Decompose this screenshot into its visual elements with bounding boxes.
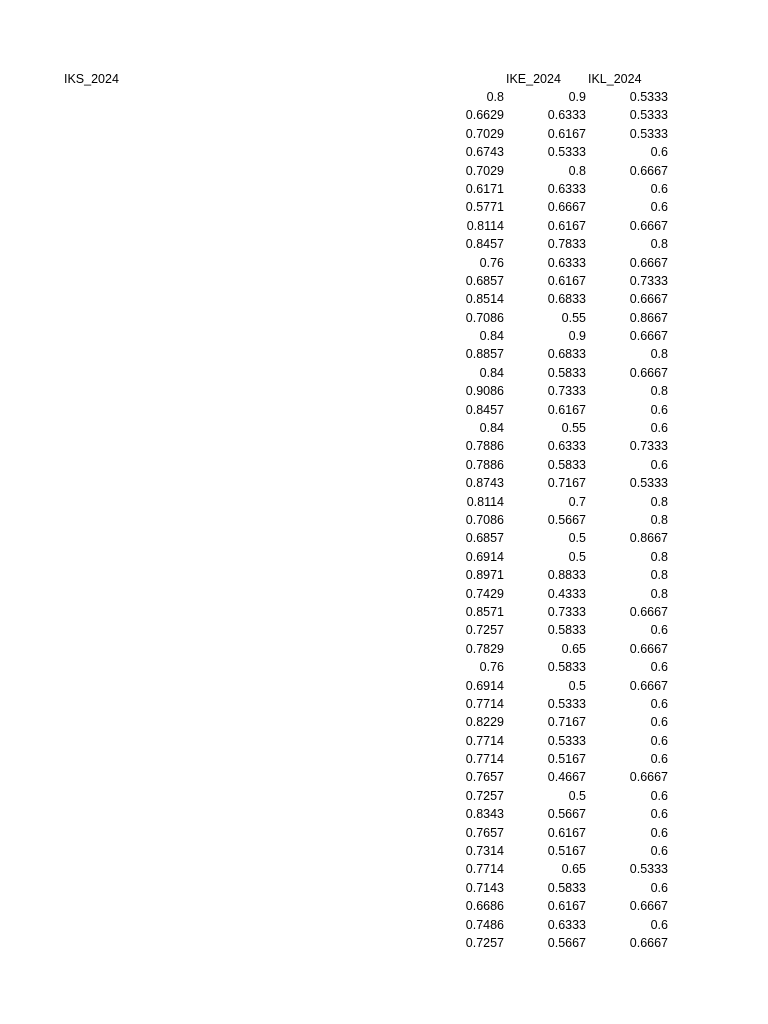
cell-ikl[interactable]: 0.6667	[629, 604, 668, 619]
table-row	[440, 585, 670, 603]
table-row	[440, 217, 670, 235]
cell-ikl[interactable]: 0.6	[650, 880, 668, 895]
cell-ikl[interactable]: 0.6667	[629, 678, 668, 693]
column-header-iks[interactable]: IKS_2024	[64, 72, 119, 86]
table-row	[440, 364, 670, 382]
cell-iks[interactable]: 0.7086	[465, 310, 504, 325]
cell-iks[interactable]: 0.7429	[465, 586, 504, 601]
cell-iks[interactable]: 0.8857	[465, 347, 504, 362]
cell-ikl[interactable]: 0.8667	[629, 531, 668, 546]
cell-iks[interactable]: 0.7714	[465, 752, 504, 767]
cell-iks[interactable]: 0.7829	[465, 641, 504, 656]
cell-ikl[interactable]: 0.8	[650, 494, 668, 509]
table-row	[440, 180, 670, 198]
cell-ikl[interactable]: 0.8	[650, 549, 668, 564]
cell-iks[interactable]: 0.8571	[465, 604, 504, 619]
cell-ikl[interactable]: 0.6	[650, 917, 668, 932]
cell-ike[interactable]: 0.5833	[547, 880, 586, 895]
table-row	[440, 621, 670, 639]
cell-ike[interactable]: 0.5833	[547, 623, 586, 638]
cell-ike[interactable]: 0.4333	[547, 586, 586, 601]
table-row	[440, 824, 670, 842]
table-row	[440, 713, 670, 731]
cell-ike[interactable]: 0.5	[568, 678, 586, 693]
table-row	[440, 879, 670, 897]
cell-ikl[interactable]: 0.6667	[629, 641, 668, 656]
cell-iks[interactable]: 0.7486	[465, 917, 504, 932]
cell-iks[interactable]: 0.7143	[465, 880, 504, 895]
cell-iks[interactable]: 0.7086	[465, 512, 504, 527]
cell-iks[interactable]: 0.6857	[465, 531, 504, 546]
table-row	[440, 529, 670, 547]
cell-ikl[interactable]: 0.6	[650, 807, 668, 822]
table-row	[440, 345, 670, 363]
cell-ike[interactable]: 0.5667	[547, 807, 586, 822]
cell-ike[interactable]: 0.5333	[547, 696, 586, 711]
cell-ikl[interactable]: 0.8	[650, 237, 668, 252]
column-header-ikl[interactable]: IKL_2024	[588, 72, 642, 86]
cell-ike[interactable]: 0.7167	[547, 715, 586, 730]
cell-ike[interactable]: 0.5667	[547, 935, 586, 950]
cell-iks[interactable]: 0.7714	[465, 862, 504, 877]
cell-ikl[interactable]: 0.6	[650, 457, 668, 472]
cell-iks[interactable]: 0.6857	[465, 273, 504, 288]
cell-iks[interactable]: 0.76	[479, 255, 504, 270]
cell-iks[interactable]: 0.7257	[465, 623, 504, 638]
cell-ike[interactable]: 0.5167	[547, 844, 586, 859]
cell-iks[interactable]: 0.8229	[465, 715, 504, 730]
cell-ikl[interactable]: 0.6	[650, 715, 668, 730]
cell-ike[interactable]: 0.7333	[547, 604, 586, 619]
cell-ikl[interactable]: 0.6	[650, 733, 668, 748]
cell-ikl[interactable]: 0.6667	[629, 365, 668, 380]
cell-iks[interactable]: 0.9086	[465, 384, 504, 399]
cell-ikl[interactable]: 0.7333	[629, 439, 668, 454]
table-row	[440, 419, 670, 437]
cell-ike[interactable]: 0.6667	[547, 200, 586, 215]
cell-ike[interactable]: 0.5667	[547, 512, 586, 527]
cell-ike[interactable]: 0.5333	[547, 733, 586, 748]
cell-ike[interactable]: 0.6833	[547, 347, 586, 362]
cell-ike[interactable]: 0.7333	[547, 384, 586, 399]
table-row	[440, 309, 670, 327]
cell-iks[interactable]: 0.7029	[465, 126, 504, 141]
cell-iks[interactable]: 0.7257	[465, 788, 504, 803]
cell-iks[interactable]: 0.8743	[465, 476, 504, 491]
cell-iks[interactable]: 0.8514	[465, 292, 504, 307]
cell-iks[interactable]: 0.7657	[465, 825, 504, 840]
cell-iks[interactable]: 0.7886	[465, 457, 504, 472]
cell-iks[interactable]: 0.6686	[465, 899, 504, 914]
table-row	[440, 603, 670, 621]
table-row	[440, 290, 670, 308]
table-row	[440, 493, 670, 511]
cell-iks[interactable]: 0.7657	[465, 770, 504, 785]
cell-ikl[interactable]: 0.6667	[629, 163, 668, 178]
data-table	[440, 88, 670, 952]
table-row	[440, 198, 670, 216]
cell-ikl[interactable]: 0.6667	[629, 770, 668, 785]
cell-ike[interactable]: 0.5833	[547, 457, 586, 472]
table-row	[440, 272, 670, 290]
cell-ike[interactable]: 0.7833	[547, 237, 586, 252]
cell-ikl[interactable]: 0.8	[650, 586, 668, 601]
cell-ikl[interactable]: 0.6	[650, 752, 668, 767]
cell-ikl[interactable]: 0.6667	[629, 255, 668, 270]
table-row	[440, 640, 670, 658]
table-row	[440, 327, 670, 345]
table-row	[440, 474, 670, 492]
cell-iks[interactable]: 0.8	[486, 90, 504, 104]
cell-ike[interactable]: 0.5	[568, 788, 586, 803]
cell-ike[interactable]: 0.6333	[547, 181, 586, 196]
cell-iks[interactable]: 0.6914	[465, 549, 504, 564]
cell-ikl[interactable]: 0.6	[650, 421, 668, 436]
table-row	[440, 566, 670, 584]
cell-ike[interactable]: 0.6167	[547, 402, 586, 417]
cell-ikl[interactable]: 0.5333	[629, 862, 668, 877]
cell-iks[interactable]: 0.8343	[465, 807, 504, 822]
table-row	[440, 916, 670, 934]
table-row	[440, 768, 670, 786]
cell-ike[interactable]: 0.6333	[547, 255, 586, 270]
table-row	[440, 437, 670, 455]
cell-ike[interactable]: 0.7	[568, 494, 586, 509]
table-row	[440, 235, 670, 253]
cell-iks[interactable]: 0.8114	[466, 218, 504, 233]
cell-ike[interactable]: 0.6167	[547, 825, 586, 840]
table-row	[440, 805, 670, 823]
cell-ike[interactable]: 0.5333	[547, 145, 586, 160]
cell-iks[interactable]: 0.6914	[465, 678, 504, 693]
cell-ike[interactable]: 0.6333	[547, 439, 586, 454]
cell-ikl[interactable]: 0.6	[650, 145, 668, 160]
table-row	[440, 750, 670, 768]
cell-ikl[interactable]: 0.6667	[629, 329, 668, 344]
cell-ikl[interactable]: 0.6	[650, 660, 668, 675]
cell-ikl[interactable]: 0.6	[650, 788, 668, 803]
cell-ikl[interactable]: 0.5333	[629, 90, 668, 104]
cell-iks[interactable]: 0.7714	[465, 733, 504, 748]
table-row	[440, 897, 670, 915]
cell-ike[interactable]: 0.9	[568, 90, 586, 104]
cell-iks[interactable]: 0.7257	[465, 935, 504, 950]
cell-ikl[interactable]: 0.8	[650, 384, 668, 399]
table-row	[440, 254, 670, 272]
cell-iks[interactable]: 0.7886	[465, 439, 504, 454]
cell-ike[interactable]: 0.6167	[547, 126, 586, 141]
table-row	[440, 732, 670, 750]
cell-ike[interactable]: 0.5	[568, 549, 586, 564]
table-row	[440, 88, 670, 106]
column-header-ike[interactable]: IKE_2024	[506, 72, 561, 86]
cell-iks[interactable]: 0.76	[479, 660, 504, 675]
cell-ikl[interactable]: 0.5333	[629, 476, 668, 491]
cell-ikl[interactable]: 0.6667	[629, 935, 668, 950]
cell-ike[interactable]: 0.6333	[547, 917, 586, 932]
cell-iks[interactable]: 0.84	[479, 365, 504, 380]
cell-iks[interactable]: 0.8114	[466, 494, 504, 509]
cell-ike[interactable]: 0.5167	[547, 752, 586, 767]
table-row	[440, 143, 670, 161]
cell-ike[interactable]: 0.55	[561, 310, 586, 325]
cell-iks[interactable]: 0.6743	[465, 145, 504, 160]
cell-ikl[interactable]: 0.8	[650, 512, 668, 527]
cell-iks[interactable]: 0.8457	[465, 402, 504, 417]
cell-ikl[interactable]: 0.6	[650, 696, 668, 711]
cell-ikl[interactable]: 0.5333	[629, 108, 668, 123]
cell-ike[interactable]: 0.4667	[547, 770, 586, 785]
cell-ike[interactable]: 0.9	[568, 329, 586, 344]
cell-ike[interactable]: 0.8	[568, 163, 586, 178]
cell-ike[interactable]: 0.65	[561, 862, 586, 877]
cell-ikl[interactable]: 0.5333	[629, 126, 668, 141]
table-row	[440, 548, 670, 566]
cell-ikl[interactable]: 0.6667	[629, 218, 668, 233]
cell-ike[interactable]: 0.5	[568, 531, 586, 546]
table-row	[440, 456, 670, 474]
cell-ikl[interactable]: 0.8667	[629, 310, 668, 325]
table-row	[440, 382, 670, 400]
table-row	[440, 401, 670, 419]
cell-iks[interactable]: 0.8457	[465, 237, 504, 252]
cell-ike[interactable]: 0.6833	[547, 292, 586, 307]
cell-iks[interactable]: 0.7029	[465, 163, 504, 178]
cell-ike[interactable]: 0.65	[561, 641, 586, 656]
table-row	[440, 106, 670, 124]
cell-ike[interactable]: 0.5833	[547, 660, 586, 675]
cell-ikl[interactable]: 0.6	[650, 825, 668, 840]
cell-iks[interactable]: 0.8971	[465, 568, 504, 583]
cell-ikl[interactable]: 0.6	[650, 200, 668, 215]
cell-ikl[interactable]: 0.8	[650, 568, 668, 583]
cell-ikl[interactable]: 0.6	[650, 181, 668, 196]
cell-ikl[interactable]: 0.8	[650, 347, 668, 362]
cell-iks[interactable]: 0.7714	[465, 696, 504, 711]
cell-ike[interactable]: 0.5833	[547, 365, 586, 380]
table-row	[440, 934, 670, 952]
cell-iks[interactable]: 0.6171	[465, 181, 504, 196]
table-row	[440, 677, 670, 695]
table-row	[440, 658, 670, 676]
table-row	[440, 125, 670, 143]
cell-iks[interactable]: 0.84	[479, 421, 504, 436]
table-row	[440, 842, 670, 860]
cell-ikl[interactable]: 0.6	[650, 402, 668, 417]
cell-iks[interactable]: 0.84	[479, 329, 504, 344]
table-row	[440, 787, 670, 805]
table-row	[440, 695, 670, 713]
cell-ike[interactable]: 0.6167	[547, 899, 586, 914]
table-row	[440, 860, 670, 878]
cell-ikl[interactable]: 0.6	[650, 844, 668, 859]
cell-ike[interactable]: 0.6167	[547, 218, 586, 233]
cell-iks[interactable]: 0.7314	[465, 844, 504, 859]
cell-ikl[interactable]: 0.6667	[629, 899, 668, 914]
cell-ike[interactable]: 0.7167	[547, 476, 586, 491]
cell-ike[interactable]: 0.8833	[547, 568, 586, 583]
cell-iks[interactable]: 0.5771	[465, 200, 504, 215]
table-row	[440, 511, 670, 529]
cell-iks[interactable]: 0.6629	[465, 108, 504, 123]
cell-ike[interactable]: 0.6167	[547, 273, 586, 288]
cell-ikl[interactable]: 0.7333	[629, 273, 668, 288]
cell-ike[interactable]: 0.6333	[547, 108, 586, 123]
table-row	[440, 162, 670, 180]
cell-ikl[interactable]: 0.6	[650, 623, 668, 638]
cell-ikl[interactable]: 0.6667	[629, 292, 668, 307]
cell-ike[interactable]: 0.55	[561, 421, 586, 436]
